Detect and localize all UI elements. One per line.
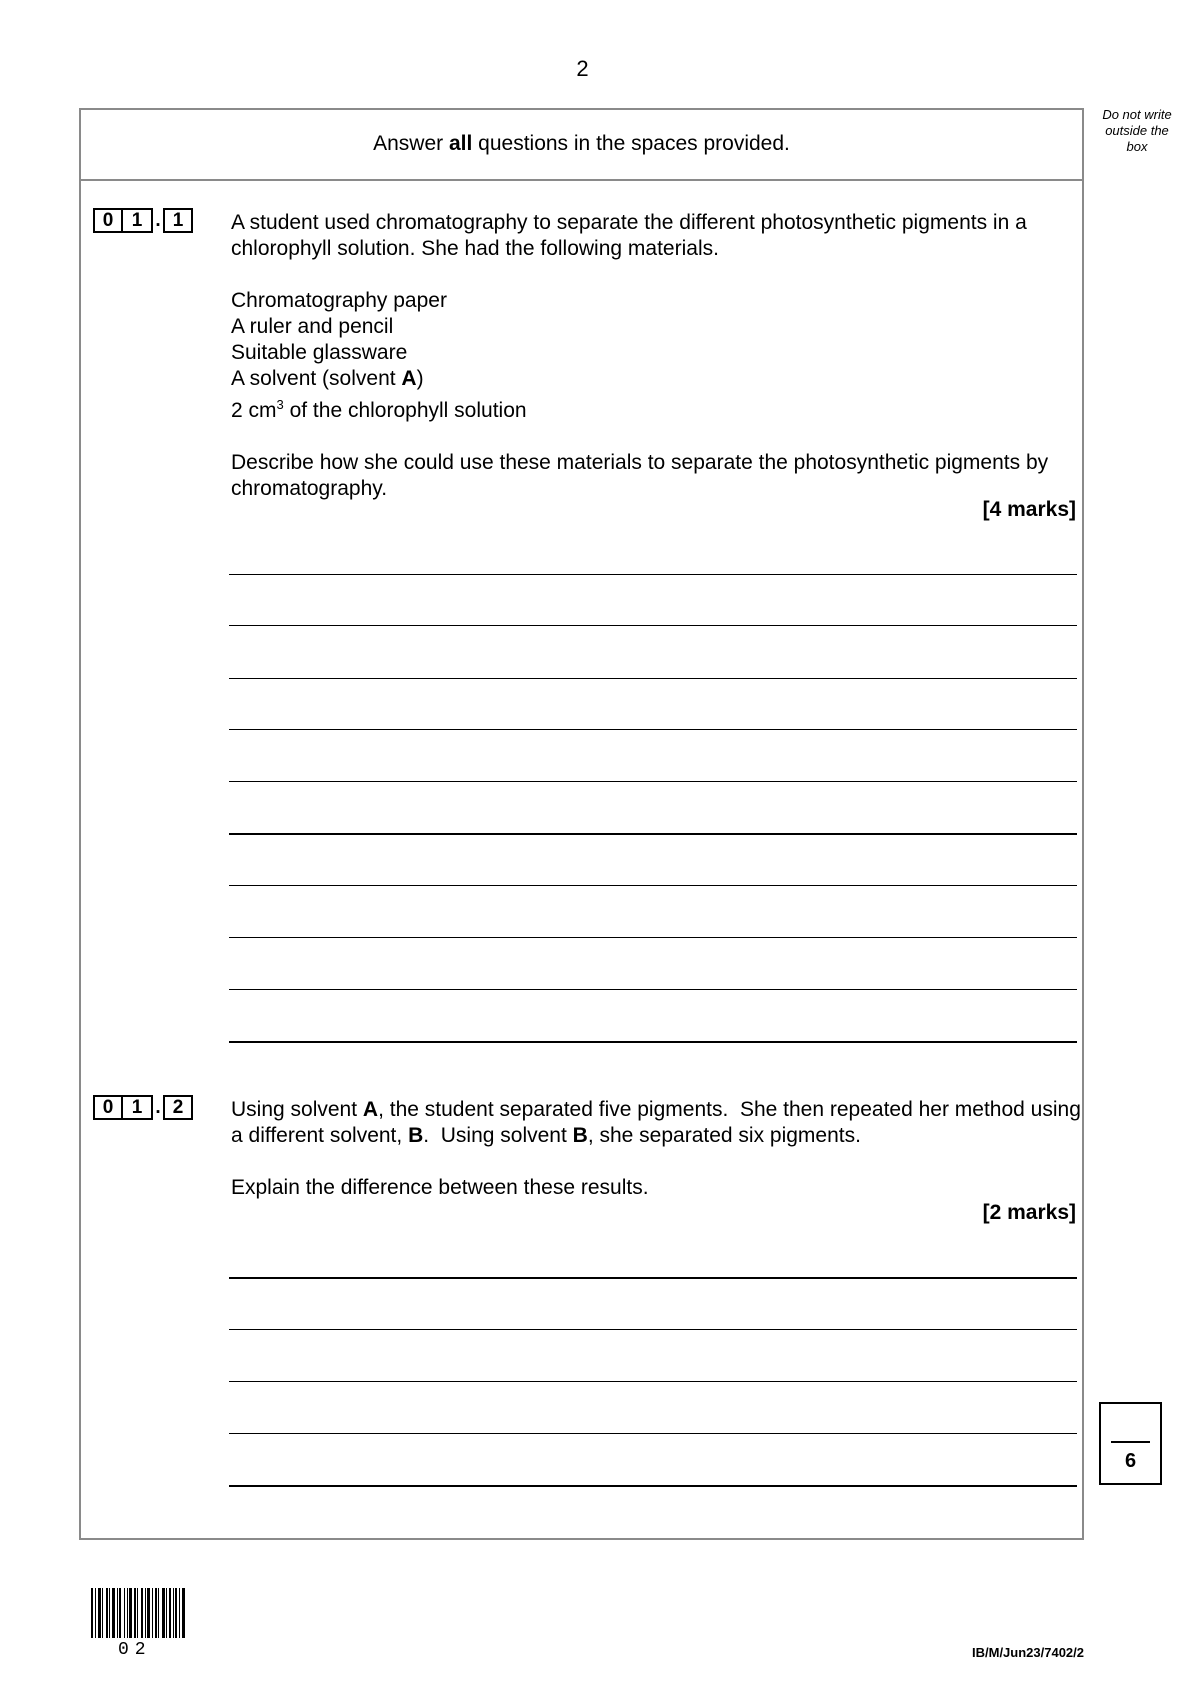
material-item: 2 $cm^3$ of the chlorophyll solution: [231, 397, 527, 422]
page-number: 2: [576, 56, 589, 81]
question-01-2-text: Using solvent A, the student separated five pigments. She then repeated her method using a different solvent, B. Using solvent B, she separated six pigments. Explain the difference between these results.: [231, 1098, 1087, 1199]
answer-line[interactable]: [229, 989, 1077, 990]
page-total-box: [1099, 1402, 1162, 1485]
barcode: [91, 1588, 199, 1638]
answer-line[interactable]: [229, 833, 1077, 835]
answer-line[interactable]: [229, 781, 1077, 782]
answer-line[interactable]: [229, 1329, 1077, 1330]
barcode-number: 02: [118, 1640, 152, 1660]
marks-01-1: [4 marks]: [982, 498, 1076, 521]
margin-note: Do not write outside the box: [1102, 107, 1172, 154]
marks-01-2: [2 marks]: [982, 1201, 1076, 1224]
page-total-marks: 6: [1124, 1450, 1137, 1472]
answer-line[interactable]: [229, 1433, 1077, 1434]
answer-line[interactable]: [229, 937, 1077, 938]
question-01-1-text: A student used chromatography to separate the different photosynthetic pigments in a chlorophyll solution. She had the following materials. Chromatography paper A ruler and pencil Suitable glassware A solvent (solvent A) 2 $cm^3$ of the chlorophyll solution Describe how she could use these materials to separate the photosynthetic pigments by chromatography.: [231, 210, 1081, 502]
material-item: A solvent (solvent A): [231, 367, 424, 390]
answer-line[interactable]: [229, 678, 1077, 679]
answer-line[interactable]: [229, 1381, 1077, 1382]
answer-line[interactable]: [229, 1277, 1077, 1279]
material-item: Chromatography paper: [231, 289, 447, 312]
instruction-header: Answer all questions in the spaces provided.: [79, 108, 1084, 181]
question-number-01-2: 0 1 . 2: [93, 1095, 193, 1120]
paper-reference-code: IB/M/Jun23/7402/2: [972, 1645, 1084, 1660]
answer-line[interactable]: [229, 729, 1077, 730]
material-item: A ruler and pencil: [231, 315, 394, 338]
question-number-01-1: 0 1 . 1: [93, 208, 193, 233]
answer-line[interactable]: [229, 885, 1077, 886]
answer-line[interactable]: [229, 1041, 1077, 1043]
material-item: Suitable glassware: [231, 341, 408, 364]
answer-line[interactable]: [229, 574, 1077, 575]
answer-line[interactable]: [229, 1485, 1077, 1487]
answer-line[interactable]: [229, 625, 1077, 626]
